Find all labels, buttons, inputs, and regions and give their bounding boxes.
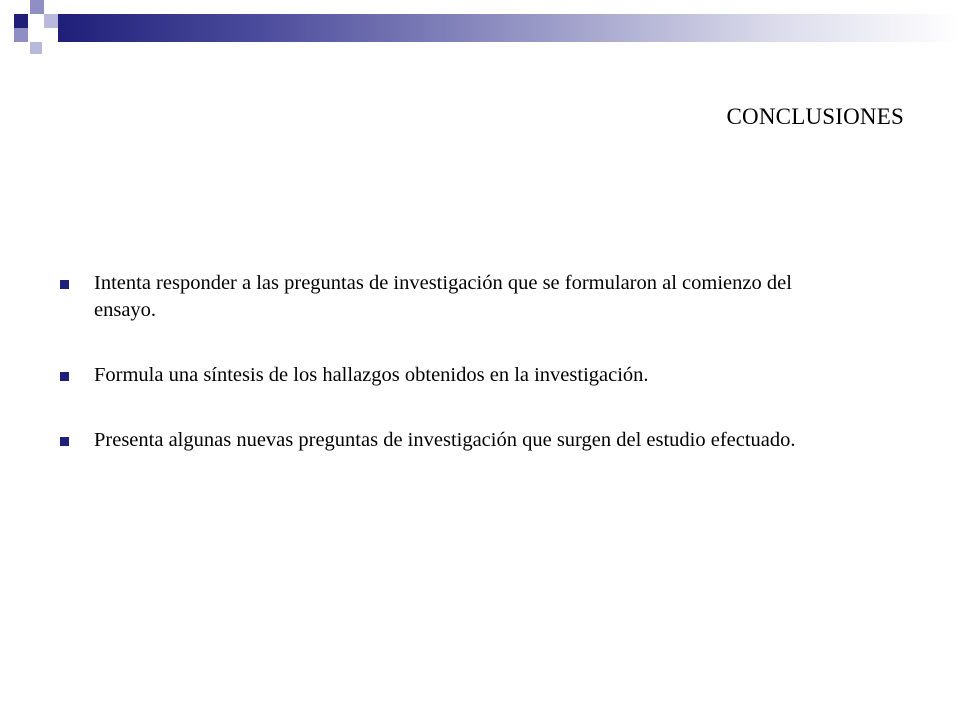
bullet-item	[56, 270, 856, 324]
bullet-text: Formula una síntesis de los hallazgos obtenidos en la investigación.	[94, 364, 649, 386]
header-gradient-bar	[58, 14, 960, 42]
header-decoration	[0, 0, 960, 60]
square-bullet-icon	[60, 437, 69, 446]
decor-square	[14, 14, 28, 28]
bullet-item	[56, 362, 856, 389]
slide-title: CONCLUSIONES	[726, 104, 904, 129]
decor-square	[30, 0, 44, 14]
bullet-item	[56, 427, 856, 454]
bullet-list	[56, 270, 856, 492]
square-bullet-icon	[60, 372, 69, 381]
square-bullet-icon	[60, 280, 69, 289]
bullet-text: Intenta responder a las preguntas de investigación que se formularon al comienzo del ensayo.	[94, 272, 792, 321]
decor-square	[44, 14, 58, 28]
bullet-text: Presenta algunas nuevas preguntas de investigación que surgen del estudio efectuado.	[94, 429, 796, 451]
decor-square	[14, 28, 28, 42]
decor-square	[30, 42, 42, 54]
